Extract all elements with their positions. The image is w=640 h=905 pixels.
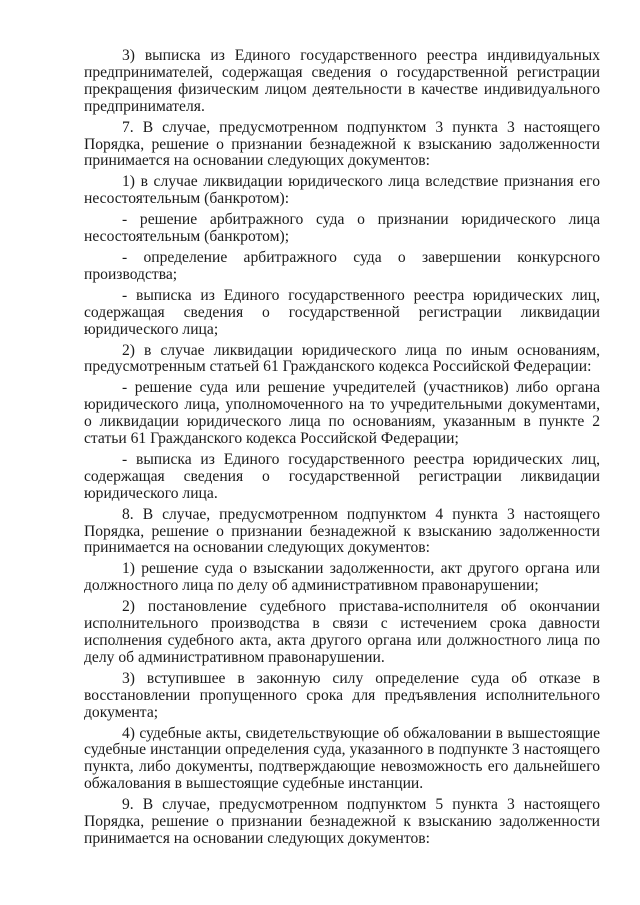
paragraph-7-2-other-grounds: 2) в случае ликвидации юридического лица по иным основаниям, предусмотренным статьей 61 Гражданского кодекса Российской Федерации: <box>84 341 600 376</box>
list-item-egrul-extract-2: - выписка из Единого государственного реестра юридических лиц, содержащая сведения о государственной регистрации ликвидации юридического лица. <box>84 450 600 502</box>
paragraph-8-3-court-ruling: 3) вступившее в законную силу определение суда об отказе в восстановлении пропущенного срока для предъявления исполнительного документа; <box>84 669 600 721</box>
paragraph-3-egrip-extract: 3) выписка из Единого государственного реестра индивидуальных предпринимателей, содержащая сведения о государственной регистрации прекращения физическим лицом деятельности в качестве индивидуального предпринимателя. <box>84 47 600 115</box>
list-item-arbitration-decision: - решение арбитражного суда о признании юридического лица несостоятельным (банкротом); <box>84 211 600 246</box>
paragraph-8-heading: 8. В случае, предусмотренном подпунктом 4 пункта 3 настоящего Порядка, решение о признании безнадежной к взысканию задолженности принимается на основании следующих документов: <box>84 505 600 557</box>
list-item-egrul-extract: - выписка из Единого государственного реестра юридических лиц, содержащая сведения о государственной регистрации ликвидации юридического лица; <box>84 286 600 338</box>
list-item-arbitration-ruling: - определение арбитражного суда о завершении конкурсного производства; <box>84 248 600 283</box>
paragraph-9-heading: 9. В случае, предусмотренном подпунктом 5 пункта 3 настоящего Порядка, решение о признании безнадежной к взысканию задолженности принимается на основании следующих документов: <box>84 796 600 847</box>
document-page <box>84 48 600 848</box>
paragraph-7-heading: 7. В случае, предусмотренном подпунктом 3 пункта 3 настоящего Порядка, решение о признании безнадежной к взысканию задолженности принимается на основании следующих документов: <box>84 118 600 170</box>
paragraph-8-2-bailiff-resolution: 2) постановление судебного пристава-исполнителя об окончании исполнительного производства в связи с истечением срока давности исполнения судебного акта, акта другого органа или должностного лица по делу об административном правонарушении. <box>84 598 600 666</box>
list-item-liquidation-decision: - решение суда или решение учредителей (участников) либо органа юридического лица, уполномоченного на то учредительными документами, о ликвидации юридического лица по основаниям, указанным в пункте 2 статьи 61 Гражданского кодекса Российской Федерации; <box>84 379 600 448</box>
paragraph-8-4-judicial-acts: 4) судебные акты, свидетельствующие об обжаловании в вышестоящие судебные инстанции определения суда, указанного в подпункте 3 настоящего пункта, либо документы, подтверждающие невозможность его дальнейшего обжалования в вышестоящие судебные инстанции. <box>84 724 600 793</box>
paragraph-8-1-court-decision: 1) решение суда о взыскании задолженности, акт другого органа или должностного лица по делу об административном правонарушении; <box>84 560 600 595</box>
paragraph-7-1-bankruptcy: 1) в случае ликвидации юридического лица вследствие признания его несостоятельным (банкротом): <box>84 173 600 208</box>
